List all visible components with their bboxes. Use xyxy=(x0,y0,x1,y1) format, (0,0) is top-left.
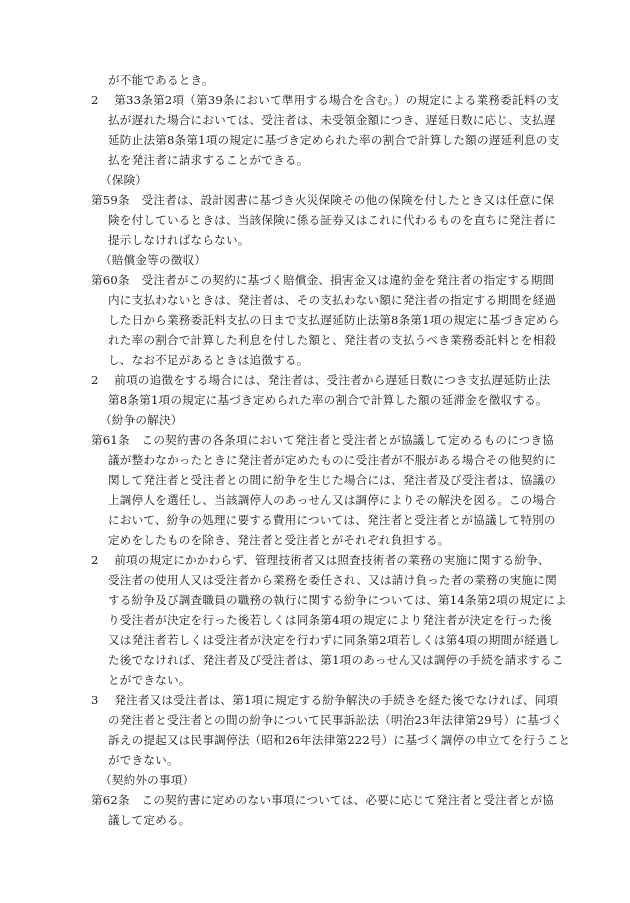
text-line: とができない。 xyxy=(108,673,191,687)
text-line: 関して発注者と受注者との間に紛争を生じた場合には、発注者及び受注者は、協議の xyxy=(108,473,557,487)
text-line: 第8条第1項の規定に基づき定められた率の割合で計算した額の延滞金を徴収する。 xyxy=(108,393,548,407)
text-line: 第59条 受注者は、設計図書に基づき火災保険その他の保険を付したとき又は任意に保 xyxy=(91,193,555,207)
text-line: 第62条 この契約書に定めのない事項については、必要に応じて発注者と受注者とが協 xyxy=(91,793,555,807)
text-line: 提示しなければならない。 xyxy=(108,233,250,247)
text-line: 3 発注者又は受注者は、第1項に規定する紛争解決の手続きを経た後でなければ、同項 xyxy=(91,693,559,707)
text-line: 払が遅れた場合においては、受注者は、未受領金額につき、遅延日数に応じ、支払遅 xyxy=(108,113,556,127)
section-heading: （保険） xyxy=(100,173,148,187)
text-line: 険を付しているときは、当該保険に係る証券又はこれに代わるものを直ちに発注者に xyxy=(108,213,557,227)
section-heading: （紛争の解決） xyxy=(100,413,183,427)
text-line: た後でなければ、発注者及び受注者は、第1項のあっせん又は調停の手続を請求するこ xyxy=(108,653,564,667)
text-line: 定めをしたものを除き、発注者と受注者とがそれぞれ負担する。 xyxy=(108,533,450,547)
text-line: ができない。 xyxy=(108,753,179,767)
text-line: り受注者が決定を行った後若しくは同条第4項の規定により発注者が決定を行った後 xyxy=(108,613,552,627)
text-line: 延防止法第8条第1項の規定に基づき定められた率の割合で計算した額の遅延利息の支 xyxy=(108,133,560,147)
text-line: 議して定める。 xyxy=(108,813,191,827)
text-line: の発注者と受注者との間の紛争について民事訴訟法（明治23年法律第29号）に基づく xyxy=(108,713,563,727)
text-line: し、なお不足があるときは追徴する。 xyxy=(108,353,309,367)
document-body xyxy=(0,70,630,830)
text-line: 2 第33条第2項（第39条において準用する場合を含む。）の規定による業務委託料の支 xyxy=(91,93,560,107)
text-line: 内に支払わないときは、発注者は、その支払わない額に発注者の指定する期間を経過 xyxy=(108,293,557,307)
section-heading: （賠償金等の徴収） xyxy=(100,253,207,267)
text-line: 受注者の使用人又は受注者から業務を委任され、又は請け負った者の業務の実施に関 xyxy=(108,573,557,587)
text-line: 上調停人を選任し、当該調停人のあっせん又は調停によりその解決を図る。この場合 xyxy=(108,493,557,507)
text-line: 第60条 受注者がこの契約に基づく賠償金、損害金又は違約金を発注者の指定する期間 xyxy=(91,273,555,287)
text-line: れた率の割合で計算した利息を付した額と、発注者の支払うべき業務委託料とを相殺 xyxy=(108,333,557,347)
text-line: 2 前項の規定にかかわらず、管理技術者又は照査技術者の業務の実施に関する紛争、 xyxy=(91,553,550,567)
text-line: 訴えの提起又は民事調停法（昭和26年法律第222号）に基づく調停の申立てを行うこと xyxy=(108,733,571,747)
text-line: 議が整わなかったときに発注者が定めたものに受注者が不服がある場合その他契約に xyxy=(108,453,557,467)
text-line: した日から業務委託料支払の日まで支払遅延防止法第8条第1項の規定に基づき定めら xyxy=(108,313,560,327)
text-line: 第61条 この契約書の各条項において発注者と受注者とが協議して定めるものにつき協 xyxy=(91,433,555,447)
text-line: が不能であるとき。 xyxy=(108,73,214,87)
text-line: 2 前項の追徴をする場合には、発注者は、受注者から遅延日数につき支払遅延防止法 xyxy=(91,373,551,387)
text-line: 払を発注者に請求することができる。 xyxy=(108,153,309,167)
text-line: 又は発注者若しくは受注者が決定を行わずに同条第2項若しくは第4項の期間が経過し xyxy=(108,633,560,647)
text-line: において、紛争の処理に要する費用については、発注者と受注者とが協議して特別の xyxy=(108,513,556,527)
text-line: する紛争及び調査職員の職務の執行に関する紛争については、第14条第2項の規定によ xyxy=(108,593,567,607)
section-heading: （契約外の事項） xyxy=(100,773,195,787)
